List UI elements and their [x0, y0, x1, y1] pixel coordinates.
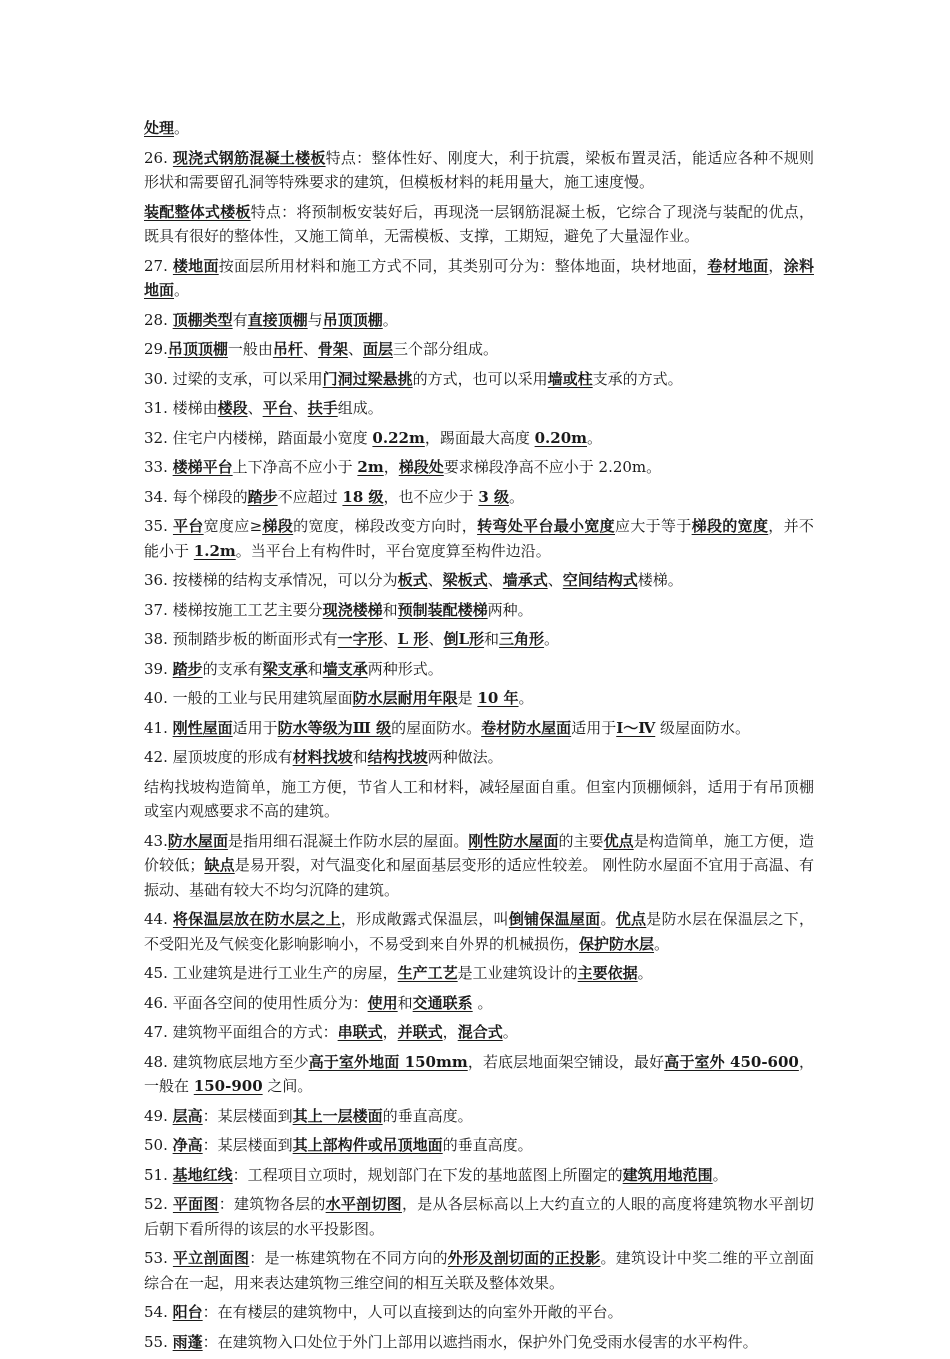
text-segment: 。 [174, 281, 190, 299]
text-segment: 的垂直高度。 [382, 1106, 473, 1125]
paragraph-p29 [144, 337, 814, 362]
key-term: 将保温层放在防水层之上 [172, 910, 341, 928]
text-segment: 适用于 [232, 718, 278, 737]
key-term: 倒L形 [443, 630, 485, 648]
text-segment: 31. 楼梯由 [144, 399, 218, 417]
text-segment: 30. 过梁的支承，可以采用 [144, 369, 323, 388]
text-segment: 46. 平面各空间的使用性质分为： [144, 993, 368, 1012]
key-term: 踏步 [172, 659, 203, 678]
text-segment: 支承的方式。 [592, 369, 683, 388]
text-segment: 42. 屋顶坡度的形成有 [144, 748, 293, 766]
key-term: 墙或柱 [547, 369, 593, 388]
text-segment: 。 [472, 993, 493, 1012]
paragraph-p33 [144, 455, 814, 480]
text-segment: 36. 按楼梯的结构支承情况，可以分为 [144, 571, 398, 589]
key-term: 楼段 [217, 399, 248, 417]
key-term: 涂料地面 [144, 256, 814, 299]
text-segment: 有 [232, 310, 248, 329]
text-segment: 44. [144, 910, 173, 928]
text-segment: 应大于等于 [615, 517, 692, 535]
text-segment: 的主要 [558, 831, 604, 850]
key-term: 直接顶棚 [247, 310, 308, 329]
text-segment: 。 [174, 119, 190, 137]
text-segment: ，是从各层标高以上大约直立的人眼的高度将建筑物水平剖切后朝下看所得的该层的水平投影图。 [144, 1195, 814, 1238]
text-segment: 45. 工业建筑是进行工业生产的房屋， [144, 964, 398, 982]
key-term: 预制装配楼梯 [397, 600, 488, 619]
key-term: 2m [357, 458, 384, 476]
key-term: 空间结构式 [562, 571, 638, 589]
key-term: 混合式 [457, 1023, 503, 1041]
text-segment: 和 [307, 659, 323, 678]
text-segment: 两种做法。 [427, 748, 503, 766]
text-segment: 34. 每个梯段的 [144, 487, 248, 506]
key-term: L 形 [397, 630, 429, 648]
paragraph-p50 [144, 1133, 814, 1158]
key-term: 卷材地面 [707, 256, 769, 275]
paragraph-p36 [144, 568, 814, 593]
text-segment: 49. [144, 1106, 173, 1125]
key-term: 阳台 [172, 1303, 203, 1321]
key-term: 其上一层楼面 [292, 1106, 383, 1125]
key-term: 墙承式 [502, 571, 548, 589]
paragraph-p27 [144, 254, 814, 303]
text-segment: 、 [428, 630, 444, 648]
text-segment: 、 [347, 340, 363, 358]
key-term: 面层 [362, 340, 393, 358]
text-segment: 47. 建筑物平面组合的方式： [144, 1023, 338, 1041]
text-segment: 与 [307, 310, 323, 329]
text-segment: 26. [144, 148, 173, 167]
text-segment: 楼梯。 [637, 571, 683, 589]
text-segment: 35. [144, 517, 173, 535]
key-term: 10 年 [477, 689, 519, 707]
key-term: 墙支承 [322, 659, 368, 678]
key-term: 卷材防水屋面 [481, 718, 572, 737]
text-segment: 的屋面防水。 [391, 718, 482, 737]
text-segment: 。当平台上有构件时，平台宽度算至构件边沿。 [235, 541, 551, 560]
text-segment: 、 [427, 571, 443, 589]
text-segment: 。 [600, 910, 616, 928]
paragraph-p30 [144, 367, 814, 392]
text-segment: 29. [144, 340, 168, 358]
text-segment: 38. 预制踏步板的断面形式有 [144, 630, 338, 648]
key-term: 1.2m [193, 541, 236, 560]
text-segment: ，踢面最大高度 [424, 428, 535, 447]
text-segment: ：某层楼面到 [202, 1136, 293, 1154]
key-term: 净高 [172, 1136, 203, 1154]
paragraph-p28 [144, 308, 814, 333]
text-segment: 和 [352, 748, 368, 766]
text-segment: 40. 一般的工业与民用建筑屋面 [144, 689, 353, 707]
paragraph-p42b [144, 775, 814, 824]
key-term: 平台 [262, 399, 293, 417]
key-term: 并联式 [397, 1023, 443, 1041]
key-term: 建筑用地范围 [622, 1165, 713, 1184]
text-segment: 上下净高不应小于 [232, 458, 358, 476]
text-segment: ， [382, 1023, 398, 1041]
paragraph-p32 [144, 426, 814, 451]
text-segment: 、 [547, 571, 563, 589]
key-term: 0.22m [372, 428, 425, 447]
text-segment: 。 [382, 310, 398, 329]
key-term: 刚性屋面 [172, 718, 233, 737]
text-segment: 53. [144, 1249, 173, 1267]
text-segment: 组成。 [337, 399, 383, 417]
paragraph-p26 [144, 146, 814, 195]
text-segment: 按面层所用材料和施工方式不同，其类别可分为：整体地面，块材地面， [218, 256, 708, 275]
key-term: 防水等级为Ⅲ 级 [277, 718, 392, 737]
text-segment: 要求梯段净高不应小于 2.20m。 [443, 458, 662, 476]
paragraph-p48 [144, 1050, 814, 1099]
text-segment: 。 [508, 487, 524, 506]
text-segment: 宽度应≥ [203, 517, 263, 535]
key-term: 18 级 [342, 487, 384, 506]
key-term: 踏步 [247, 487, 278, 506]
text-segment: 、 [247, 399, 263, 417]
text-segment: 。 [654, 934, 670, 953]
key-term: 水平剖切图 [325, 1195, 402, 1213]
key-term: 交通联系 [412, 993, 473, 1012]
key-term: 转弯处平台最小宽度 [477, 517, 615, 535]
key-term: Ⅰ～Ⅳ [616, 718, 656, 737]
key-term: 保护防水层 [579, 934, 655, 953]
paragraph-p52 [144, 1192, 814, 1241]
paragraph-p38 [144, 627, 814, 652]
text-segment: 的支承有 [202, 659, 263, 678]
paragraph-p46 [144, 991, 814, 1016]
key-term: 雨蓬 [172, 1332, 203, 1351]
text-segment: ：在有楼层的建筑物中，人可以直接到达的向室外开敞的平台。 [202, 1303, 623, 1321]
key-term: 防水屋面 [167, 831, 228, 850]
paragraph-p42 [144, 745, 814, 770]
text-segment: 是 [457, 689, 478, 707]
key-term: 梯段处 [398, 458, 444, 476]
text-segment: 之间。 [262, 1077, 313, 1095]
text-segment: ：某层楼面到 [202, 1106, 293, 1125]
text-segment: 、 [302, 340, 318, 358]
text-segment: 。 [712, 1165, 728, 1184]
text-segment: 33. [144, 458, 173, 476]
key-term: 梁板式 [442, 571, 488, 589]
text-segment: 43. [144, 831, 168, 850]
text-segment: 特点：将预制板安装好后，再现浇一层钢筋混凝土板，它综合了现浇与装配的优点，既具有很好的整体性，又施工简单，无需模板、支撑，工期短，避免了大量湿作业。 [144, 202, 814, 245]
text-segment: 一般由 [227, 340, 273, 358]
paragraph-p41 [144, 716, 814, 741]
paragraph-p49 [144, 1104, 814, 1129]
key-term: 结构找坡 [367, 748, 428, 766]
text-segment: 。 [587, 428, 603, 447]
text-segment: 。 [518, 689, 534, 707]
paragraph-p51 [144, 1163, 814, 1188]
text-segment: 是易开裂，对气温变化和屋面基层变形的适应性较差。 刚性防水屋面不宜用于高温、有振动、基础有较大不均匀沉降的建筑。 [144, 856, 814, 899]
text-segment: 和 [484, 630, 500, 648]
paragraph-p54 [144, 1300, 814, 1325]
text-segment: 和 [397, 993, 413, 1012]
text-segment: ，形成敞露式保温层，叫 [340, 910, 509, 928]
paragraph-p55 [144, 1330, 814, 1355]
key-term: 生产工艺 [397, 964, 458, 982]
paragraph-p45 [144, 961, 814, 986]
text-segment: 是构造简单，施工方便，造价较低； [144, 831, 814, 874]
key-term: 吊顶顶棚 [167, 340, 228, 358]
key-term: 平面图 [172, 1195, 219, 1213]
paragraph-p43 [144, 829, 814, 903]
key-term: 处理 [144, 119, 175, 137]
key-term: 顶棚类型 [172, 310, 233, 329]
key-term: 现浇楼梯 [322, 600, 383, 619]
text-segment: 55. [144, 1332, 173, 1351]
key-term: 平台 [172, 517, 204, 535]
key-term: 刚性防水屋面 [468, 831, 559, 850]
key-term: 扶手 [307, 399, 338, 417]
text-segment: 50. [144, 1136, 173, 1154]
document-body [144, 116, 814, 1359]
key-term: 外形及剖切面的正投影 [447, 1249, 601, 1267]
text-segment: ，并不能小于 [144, 517, 814, 560]
paragraph-p44 [144, 907, 814, 956]
paragraph-p53 [144, 1246, 814, 1295]
text-segment: 39. [144, 659, 173, 678]
text-segment: 。 [544, 630, 560, 648]
key-term: 吊杆 [272, 340, 303, 358]
key-term: 材料找坡 [292, 748, 353, 766]
key-term: 吊顶顶棚 [322, 310, 383, 329]
key-term: 一字形 [337, 630, 383, 648]
text-segment: ：是一栋建筑物在不同方向的 [249, 1249, 448, 1267]
key-term: 其上部构件或吊顶地面 [292, 1136, 443, 1154]
key-term: 装配整体式楼板 [144, 202, 251, 221]
key-term: 三角形 [499, 630, 545, 648]
key-term: 层高 [172, 1106, 203, 1125]
key-term: 板式 [397, 571, 428, 589]
paragraph-p39 [144, 657, 814, 682]
text-segment: 、 [487, 571, 503, 589]
text-segment: 两种形式。 [367, 659, 443, 678]
key-term: 防水层耐用年限 [352, 689, 458, 707]
text-segment: 28. [144, 310, 173, 329]
text-segment: 。 [637, 964, 653, 982]
text-segment: 级屋面防水。 [655, 718, 751, 737]
text-segment: 。建筑设计中奖二维的平立剖面综合在一起，用来表达建筑物三维空间的相互关联及整体效果。 [144, 1249, 814, 1292]
key-term: 缺点 [204, 856, 235, 874]
text-segment: 和 [382, 600, 398, 619]
paragraph-p37 [144, 598, 814, 623]
text-segment: 、 [382, 630, 398, 648]
key-term: 平立剖面图 [172, 1249, 250, 1267]
paragraph-p26b [144, 200, 814, 249]
key-term: 主要依据 [577, 964, 638, 982]
key-term: 楼地面 [172, 256, 219, 275]
text-segment: ，也不应少于 [383, 487, 479, 506]
text-segment: ：在建筑物入口处位于外门上部用以遮挡雨水，保护外门免受雨水侵害的水平构件。 [202, 1332, 758, 1351]
text-segment: 的方式，也可以采用 [412, 369, 548, 388]
paragraph-p40 [144, 686, 814, 711]
text-segment: 27. [144, 256, 173, 275]
text-segment: 适用于 [571, 718, 617, 737]
key-term: 骨架 [317, 340, 348, 358]
key-term: 优点 [615, 910, 647, 928]
text-segment: 、 [292, 399, 308, 417]
key-term: 楼梯平台 [172, 458, 233, 476]
key-term: 3 级 [478, 487, 509, 506]
key-term: 倒铺保温屋面 [508, 910, 601, 928]
text-segment: 结构找坡构造简单，施工方便，节省人工和材料，减轻屋面自重。但室内顶棚倾斜，适用于有吊顶棚或室内观感要求不高的建筑。 [144, 777, 814, 820]
key-term: 高于室外 450-600 [664, 1052, 799, 1071]
text-segment: 54. [144, 1303, 173, 1321]
paragraph-p31 [144, 396, 814, 421]
key-term: 优点 [603, 831, 634, 850]
text-segment: ， [383, 458, 399, 476]
paragraph-p0 [144, 116, 814, 141]
text-segment: ， [442, 1023, 458, 1041]
paragraph-p34 [144, 485, 814, 510]
text-segment: 41. [144, 718, 173, 737]
key-term: 现浇式钢筋混凝土楼板 [172, 148, 326, 167]
text-segment: ， [768, 256, 784, 275]
text-segment: ，若底层地面架空铺设，最好 [467, 1052, 665, 1071]
text-segment: 两种。 [487, 600, 533, 619]
key-term: 基地红线 [172, 1165, 233, 1184]
paragraph-p35 [144, 514, 814, 563]
key-term: 串联式 [337, 1023, 383, 1041]
text-segment: 52. [144, 1195, 173, 1213]
key-term: 150-900 [193, 1077, 263, 1095]
text-segment: ，一般在 [144, 1052, 814, 1095]
text-segment: 是指用细石混凝土作防水层的屋面。 [227, 831, 469, 850]
text-segment: 32. 住宅户内楼梯，踏面最小宽度 [144, 428, 373, 447]
key-term: 高于室外地面 150mm [308, 1052, 468, 1071]
text-segment: 是工业建筑设计的 [457, 964, 578, 982]
text-segment: ：建筑物各层的 [218, 1195, 326, 1213]
key-term: 梯段 [262, 517, 294, 535]
paragraph-p47 [144, 1020, 814, 1045]
key-term: 使用 [367, 993, 398, 1012]
text-segment: ：工程项目立项时，规划部门在下发的基地蓝图上所圈定的 [232, 1165, 623, 1184]
text-segment: 的宽度，梯段改变方向时， [293, 517, 478, 535]
text-segment: 特点：整体性好、刚度大，利于抗震，梁板布置灵活，能适应各种不规则形状和需要留孔洞等特殊要求的建筑，但模板材料的耗用量大，施工速度慢。 [144, 148, 814, 191]
text-segment: 三个部分组成。 [392, 340, 498, 358]
text-segment: 。 [502, 1023, 518, 1041]
text-segment: 不应超过 [277, 487, 343, 506]
text-segment: 51. [144, 1165, 173, 1184]
text-segment: 48. 建筑物底层地方至少 [144, 1052, 309, 1071]
key-term: 梯段的宽度 [691, 517, 769, 535]
text-segment: 37. 楼梯按施工工艺主要分 [144, 600, 323, 619]
key-term: 梁支承 [262, 659, 308, 678]
key-term: 0.20m [534, 428, 587, 447]
text-segment: 是防水层在保温层之下，不受阳光及气候变化影响影响小，不易受到来自外界的机械损伤， [144, 910, 814, 953]
key-term: 门洞过梁悬挑 [322, 369, 413, 388]
text-segment: 的垂直高度。 [442, 1136, 533, 1154]
